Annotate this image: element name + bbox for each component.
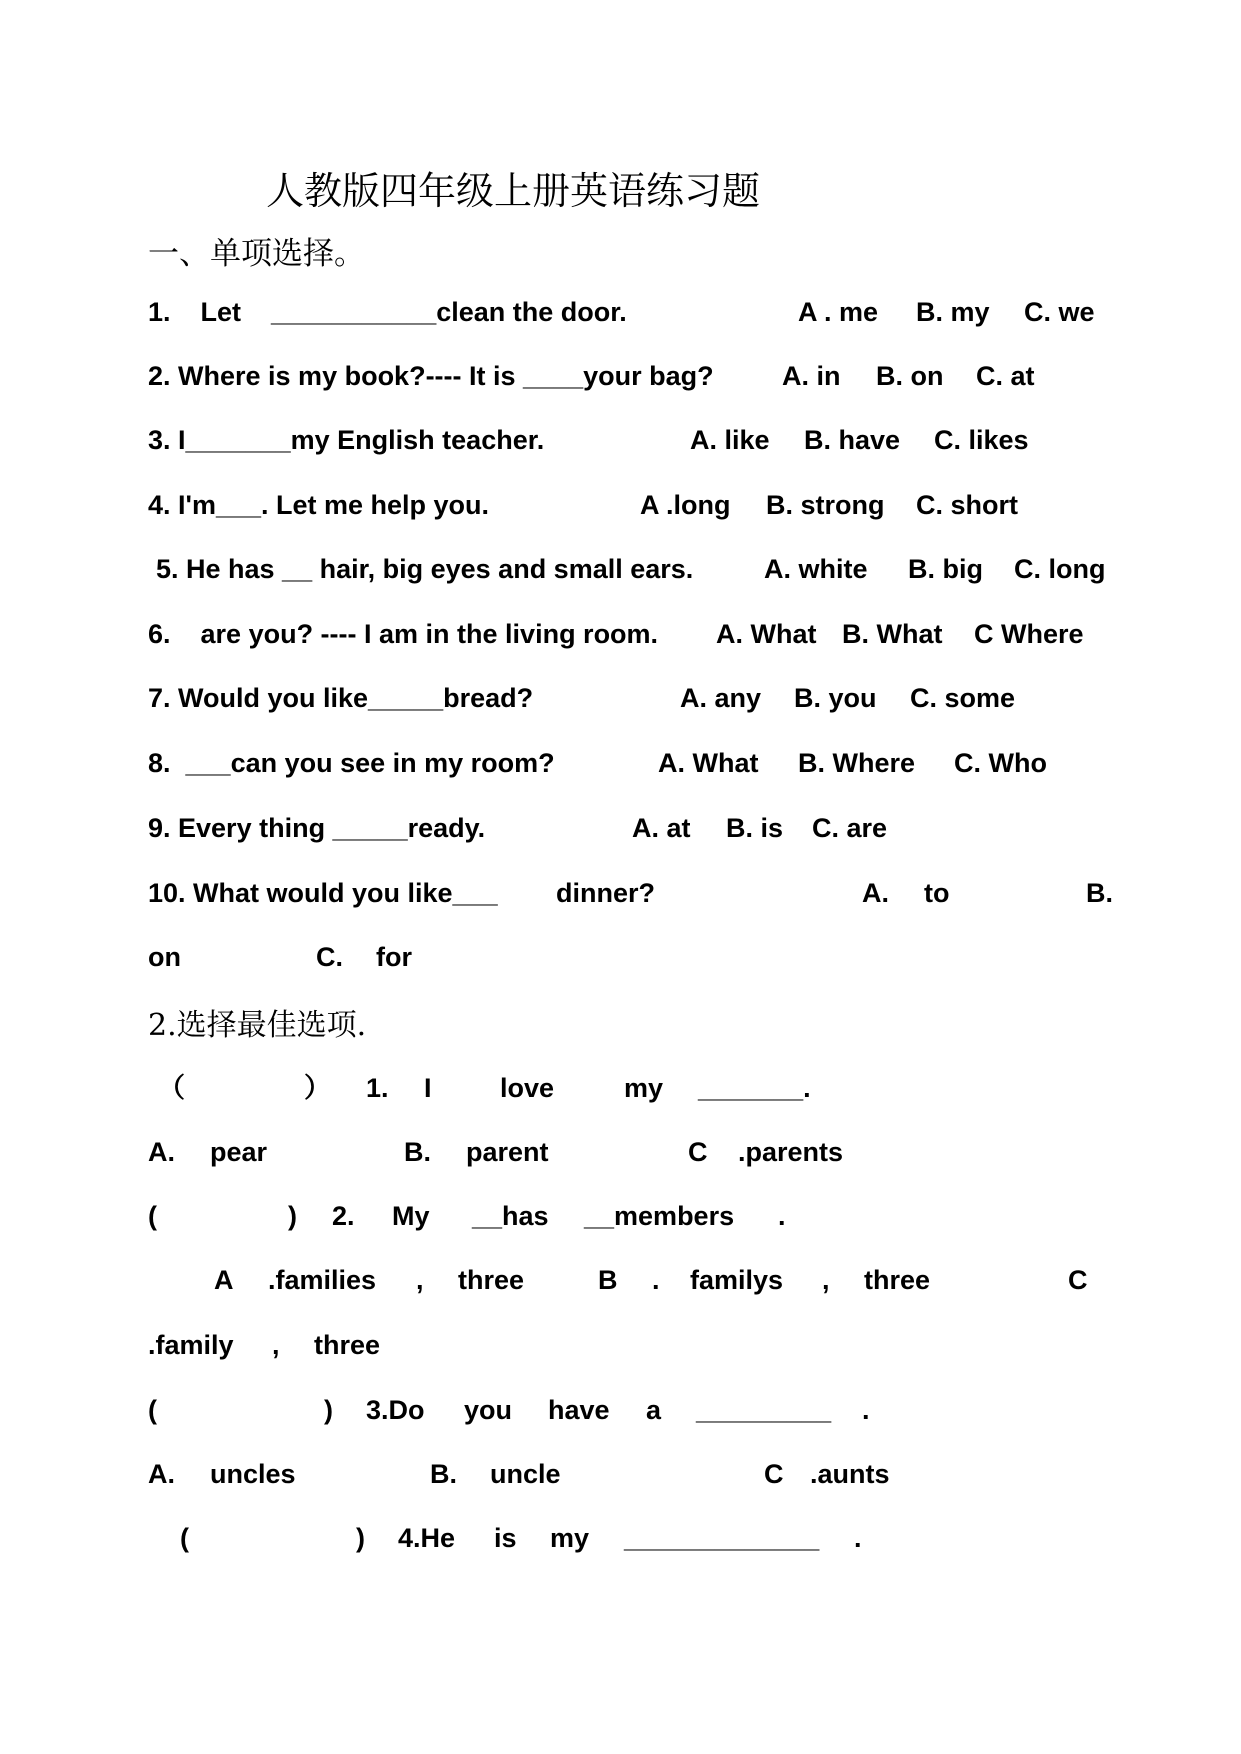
word: I — [424, 1073, 432, 1103]
question-stem: 5. He has __ hair, big eyes and small ears. — [156, 554, 694, 584]
option-b-letter: B. — [1086, 878, 1113, 908]
option-a-letter: A. — [148, 1459, 175, 1489]
option-c-text: .family — [148, 1330, 234, 1360]
option-a-text: pear — [210, 1137, 268, 1167]
option-b-text: uncle — [490, 1459, 561, 1489]
option-c: C. long — [1014, 554, 1106, 584]
question-number: 3.Do — [366, 1395, 425, 1425]
question-9 — [148, 808, 1108, 848]
option-a-letter: A. — [862, 878, 889, 908]
question-5 — [156, 549, 1116, 589]
s2-question-1-options — [148, 1132, 1108, 1172]
option-b-text: on — [148, 942, 181, 972]
option-b: B. is — [726, 813, 784, 843]
question-stem: 10. What would you like___ — [148, 878, 498, 908]
s2-question-4 — [148, 1518, 1108, 1558]
word: have — [548, 1395, 610, 1425]
option-c-letter: C. — [316, 942, 343, 972]
option-a: A. white — [764, 554, 868, 584]
option-c: C Where — [974, 619, 1084, 649]
option-a-text: to — [924, 878, 950, 908]
word: __has — [472, 1201, 549, 1231]
question-10 — [148, 873, 1128, 913]
option-b: B. big — [908, 554, 983, 584]
option-c-letter: C — [1068, 1265, 1088, 1295]
question-6 — [148, 614, 1108, 654]
question-stem: 4. I'm___. Let me help you. — [148, 490, 490, 520]
answer-blank: _______. — [698, 1073, 811, 1103]
option-a: A. any — [680, 683, 762, 713]
s2-question-2 — [148, 1196, 1108, 1236]
option-c: C. are — [812, 813, 888, 843]
question-2 — [148, 356, 1108, 396]
question-1 — [148, 292, 1108, 332]
question-number: 1. — [366, 1073, 389, 1103]
option-b: B. on — [876, 361, 944, 391]
option-b-letter: B. — [430, 1459, 457, 1489]
answer-paren-close: ) — [356, 1523, 365, 1553]
option-c-text-2: three — [314, 1330, 381, 1360]
question-stem: 1. Let ___________clean the door. — [148, 297, 627, 327]
question-8 — [148, 743, 1108, 783]
word: my — [550, 1523, 590, 1553]
word: My — [392, 1201, 430, 1231]
answer-paren-open: （ — [158, 1073, 185, 1103]
option-a: A . me — [798, 297, 879, 327]
section-2-heading: 2.选择最佳选项. — [148, 1008, 367, 1043]
page-title: 人教版四年级上册英语练习题 — [266, 169, 761, 213]
option-b-text: parent — [466, 1137, 549, 1167]
question-number: 2. — [332, 1201, 355, 1231]
comma: , — [272, 1330, 280, 1360]
answer-paren-close: ) — [324, 1395, 333, 1425]
word: my — [624, 1073, 664, 1103]
option-c-text: .parents — [738, 1137, 844, 1167]
word: you — [464, 1395, 513, 1425]
option-c-text: .aunts — [810, 1459, 890, 1489]
s2-question-2-options — [148, 1260, 1128, 1300]
word: . — [862, 1395, 870, 1425]
answer-paren-close: ） — [304, 1073, 331, 1103]
option-b-text: familys — [690, 1265, 784, 1295]
question-stem: 3. I_______my English teacher. — [148, 425, 545, 455]
option-a: A .long — [640, 490, 731, 520]
option-b-letter: B — [598, 1265, 618, 1295]
answer-paren-close: ) — [288, 1201, 297, 1231]
option-b-letter: B. — [404, 1137, 431, 1167]
question-number: 4.He — [398, 1523, 456, 1553]
option-c: C. at — [976, 361, 1035, 391]
question-stem: 6. are you? ---- I am in the living room. — [148, 619, 659, 649]
answer-blank: _____________ — [624, 1523, 820, 1553]
option-a: A. in — [782, 361, 841, 391]
question-stem: 9. Every thing _____ready. — [148, 813, 486, 843]
word: love — [500, 1073, 555, 1103]
answer-paren-open: ( — [148, 1395, 157, 1425]
option-a-letter: A — [214, 1265, 234, 1295]
option-b: B. What — [842, 619, 943, 649]
option-c: C. short — [916, 490, 1019, 520]
s2-question-3 — [148, 1390, 1108, 1430]
word: __members — [584, 1201, 735, 1231]
option-c: C. likes — [934, 425, 1029, 455]
option-b: B. strong — [766, 490, 885, 520]
word: is — [494, 1523, 517, 1553]
s2-question-3-options — [148, 1454, 1108, 1494]
question-stem-tail: dinner? — [556, 878, 655, 908]
answer-paren-open: ( — [148, 1201, 157, 1231]
question-stem: 8. ___can you see in my room? — [148, 748, 555, 778]
dot: . — [652, 1265, 660, 1295]
answer-blank: _________ — [696, 1395, 832, 1425]
option-a-text: uncles — [210, 1459, 296, 1489]
word: a — [646, 1395, 662, 1425]
option-b: B. my — [916, 297, 990, 327]
option-a: A. at — [632, 813, 691, 843]
option-c-text: for — [376, 942, 412, 972]
option-a-text: .families — [268, 1265, 377, 1295]
question-4 — [148, 485, 1108, 525]
option-b-text-2: three — [864, 1265, 931, 1295]
option-b: B. you — [794, 683, 877, 713]
question-stem: 7. Would you like_____bread? — [148, 683, 534, 713]
option-c: C. Who — [954, 748, 1047, 778]
answer-paren-open: ( — [180, 1523, 189, 1553]
option-a: A. What — [716, 619, 817, 649]
option-a: A. What — [658, 748, 759, 778]
question-3 — [148, 420, 1108, 460]
question-10-continued — [148, 937, 1108, 977]
option-a-text-2: three — [458, 1265, 525, 1295]
word: . — [854, 1523, 862, 1553]
option-c: C. we — [1024, 297, 1095, 327]
option-a-letter: A. — [148, 1137, 175, 1167]
word: . — [778, 1201, 786, 1231]
option-b: B. Where — [798, 748, 916, 778]
s2-question-1 — [148, 1068, 1108, 1108]
comma: , — [416, 1265, 424, 1295]
option-c-letter: C — [688, 1137, 708, 1167]
option-a: A. like — [690, 425, 770, 455]
option-c: C. some — [910, 683, 1016, 713]
comma: , — [822, 1265, 830, 1295]
s2-question-2-options-continued — [148, 1325, 1108, 1365]
question-stem: 2. Where is my book?---- It is ____your bag? — [148, 361, 714, 391]
section-1-heading: 一、单项选择。 — [148, 236, 365, 272]
option-b: B. have — [804, 425, 901, 455]
question-7 — [148, 678, 1108, 718]
option-c-letter: C — [764, 1459, 784, 1489]
